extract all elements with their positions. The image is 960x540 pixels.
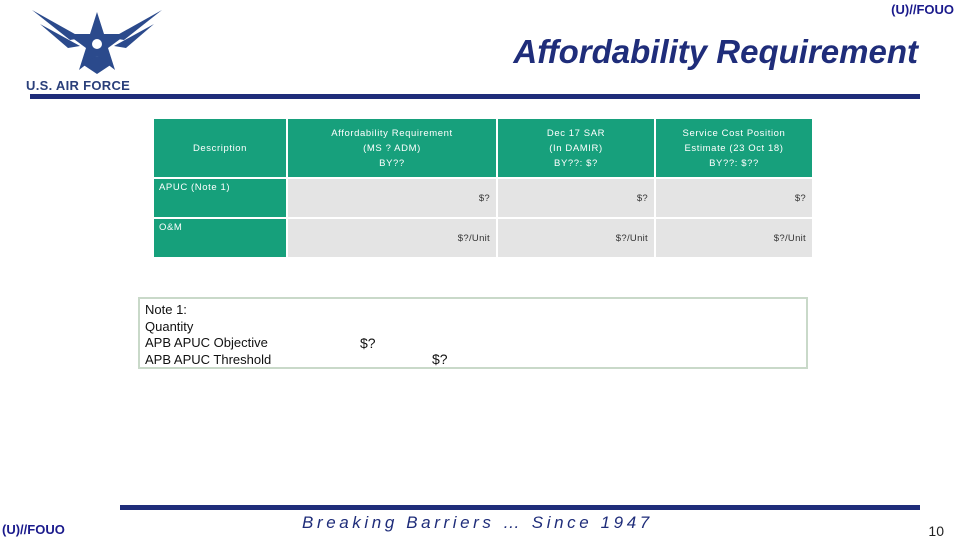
header-line: BY??: [379, 157, 405, 169]
affordability-table: [152, 117, 814, 259]
footer-tagline: Breaking Barriers … Since 1947: [302, 513, 653, 532]
classification-marking-bottom: (U)//FOUO: [2, 522, 65, 537]
note-text: [145, 302, 271, 368]
table-row: [154, 219, 812, 257]
note-line: Note 1:: [145, 302, 187, 317]
page-title: Affordability Requirement: [513, 33, 918, 70]
note-line: APB APUC Threshold: [145, 351, 272, 367]
header-description: [154, 119, 286, 177]
header-line: BY??: $?: [554, 157, 598, 169]
row-label-apuc: APUC (Note 1): [154, 179, 286, 217]
header-line: Description: [192, 142, 248, 154]
footer-rule: [120, 505, 920, 510]
cell-value: $?/Unit: [288, 219, 496, 257]
header-line: Estimate (23 Oct 18): [684, 142, 784, 154]
cell-value: $?: [498, 179, 654, 217]
cell-value: $?: [288, 179, 496, 217]
note-line: APB APUC Objective: [145, 335, 268, 350]
header-service-cost: [656, 119, 812, 177]
header-line: (MS ? ADM): [363, 142, 421, 154]
header-affordability: [288, 119, 496, 177]
header-line: Affordability Requirement: [331, 127, 453, 139]
table-header-row: [154, 119, 812, 177]
header-sar: [498, 119, 654, 177]
cell-value: $?/Unit: [656, 219, 812, 257]
row-label-om: O&M: [154, 219, 286, 257]
header-rule: [30, 94, 920, 99]
header-line: (In DAMIR): [549, 142, 603, 154]
objective-value: $?: [360, 335, 376, 351]
classification-marking-top: (U)//FOUO: [891, 2, 954, 17]
header-line: Dec 17 SAR: [546, 127, 606, 139]
header-line: BY??: $??: [709, 157, 759, 169]
header-line: Service Cost Position: [682, 127, 786, 139]
cell-value: $?: [656, 179, 812, 217]
note-line: Quantity: [145, 318, 194, 334]
cell-value: $?/Unit: [498, 219, 654, 257]
threshold-value: $?: [432, 351, 448, 367]
page-number: 10: [928, 523, 944, 539]
table-row: [154, 179, 812, 217]
logo-text: U.S. AIR FORCE: [26, 78, 131, 93]
